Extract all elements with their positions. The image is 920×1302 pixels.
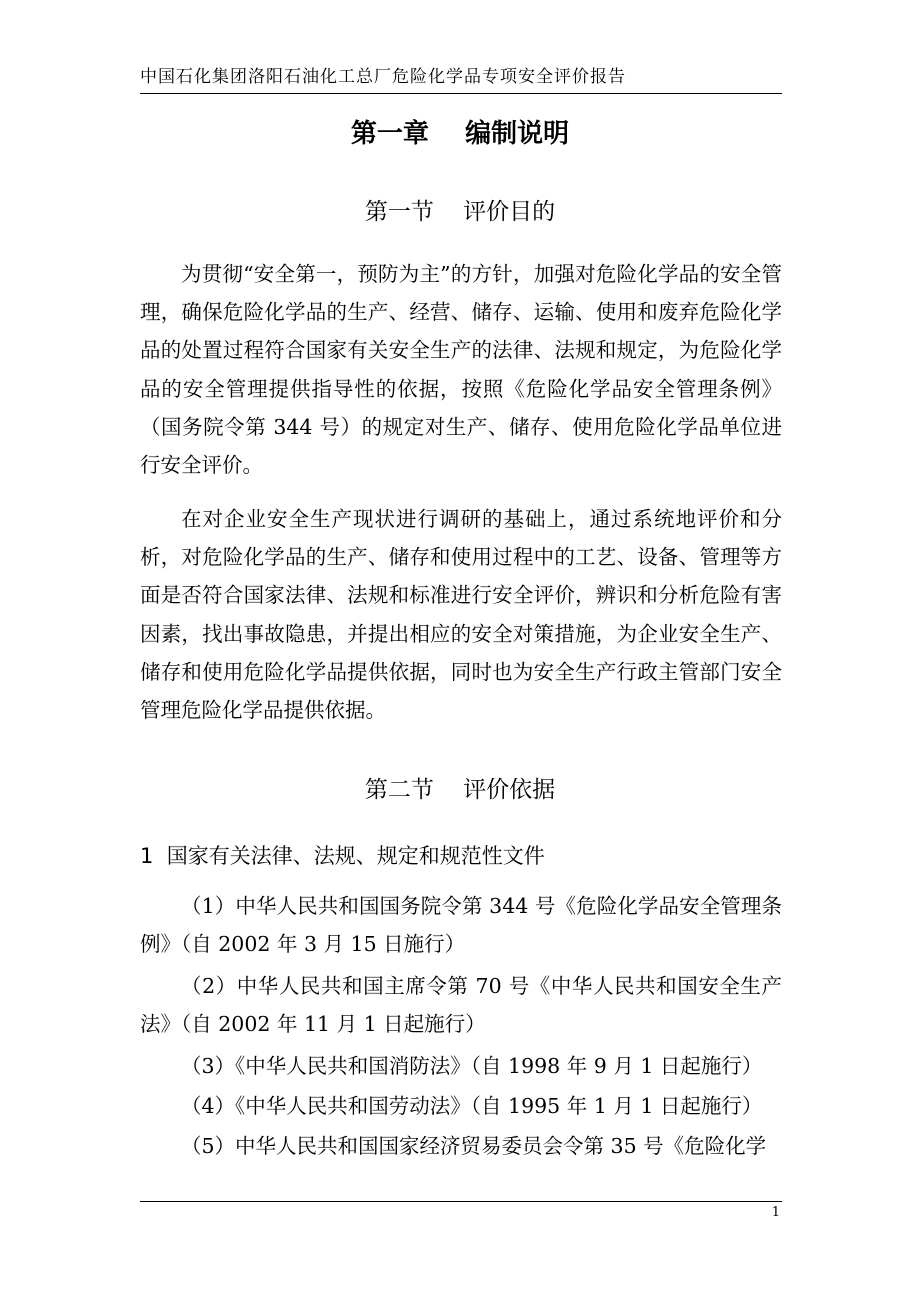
page-number: 1 [771, 1205, 780, 1220]
section-title-purpose: 第一节 评价目的 [364, 199, 556, 225]
list-item-law-2: （2）中华人民共和国主席令第 70 号《中华人民共和国安全生产法》（自 2002 年 11 月 1 日起施行） [140, 974, 782, 1036]
header-divider [140, 93, 782, 94]
list-item-law-4: （4）《中华人民共和国劳动法》（自 1995 年 1 月 1 日起施行） [181, 1094, 763, 1118]
running-header: 中国石化集团洛阳石油化工总厂危险化学品专项安全评价报告 [140, 67, 626, 87]
chapter-title: 第一章 编制说明 [350, 119, 570, 149]
paragraph-purpose-2: 在对企业安全生产现状进行调研的基础上，通过系统地评价和分析，对危险化学品的生产、储存和使用过程中的工艺、设备、管理等方面是否符合国家法律、法规和标准进行安全评价，辨识和分析危险有害因素，找出事故隐患，并提出相应的安全对策措施，为企业安全生产、储存和使用危险化学品提供依据，同时也为安全生产行政主管部门安全管理危险化学品提供依据。 [140, 507, 782, 723]
paragraph-purpose-1: 为贯彻“安全第一，预防为主”的方针，加强对危险化学品的安全管理，确保危险化学品的生产、经营、储存、运输、使用和废弃危险化学品的处置过程符合国家有关安全生产的法律、法规和规定，为危险化学品的安全管理提供指导性的依据，按照《危险化学品安全管理条例》（国务院令第 344 号）的规定对生产、储存、使用危险化学品单位进行安全评价。 [140, 262, 782, 478]
footer-divider [140, 1201, 782, 1202]
list-item-law-1: （1）中华人民共和国国务院令第 344 号《危险化学品安全管理条例》（自 2002 年 3 月 15 日施行） [140, 894, 782, 956]
list-item-law-3: （3）《中华人民共和国消防法》（自 1998 年 9 月 1 日起施行） [181, 1054, 763, 1078]
section-title-basis: 第二节 评价依据 [364, 777, 556, 803]
list-item-law-5: （5）中华人民共和国国家经济贸易委员会令第 35 号《危险化学 [181, 1134, 767, 1158]
subsection-title-laws: 1 国家有关法律、法规、规定和规范性文件 [140, 844, 545, 868]
